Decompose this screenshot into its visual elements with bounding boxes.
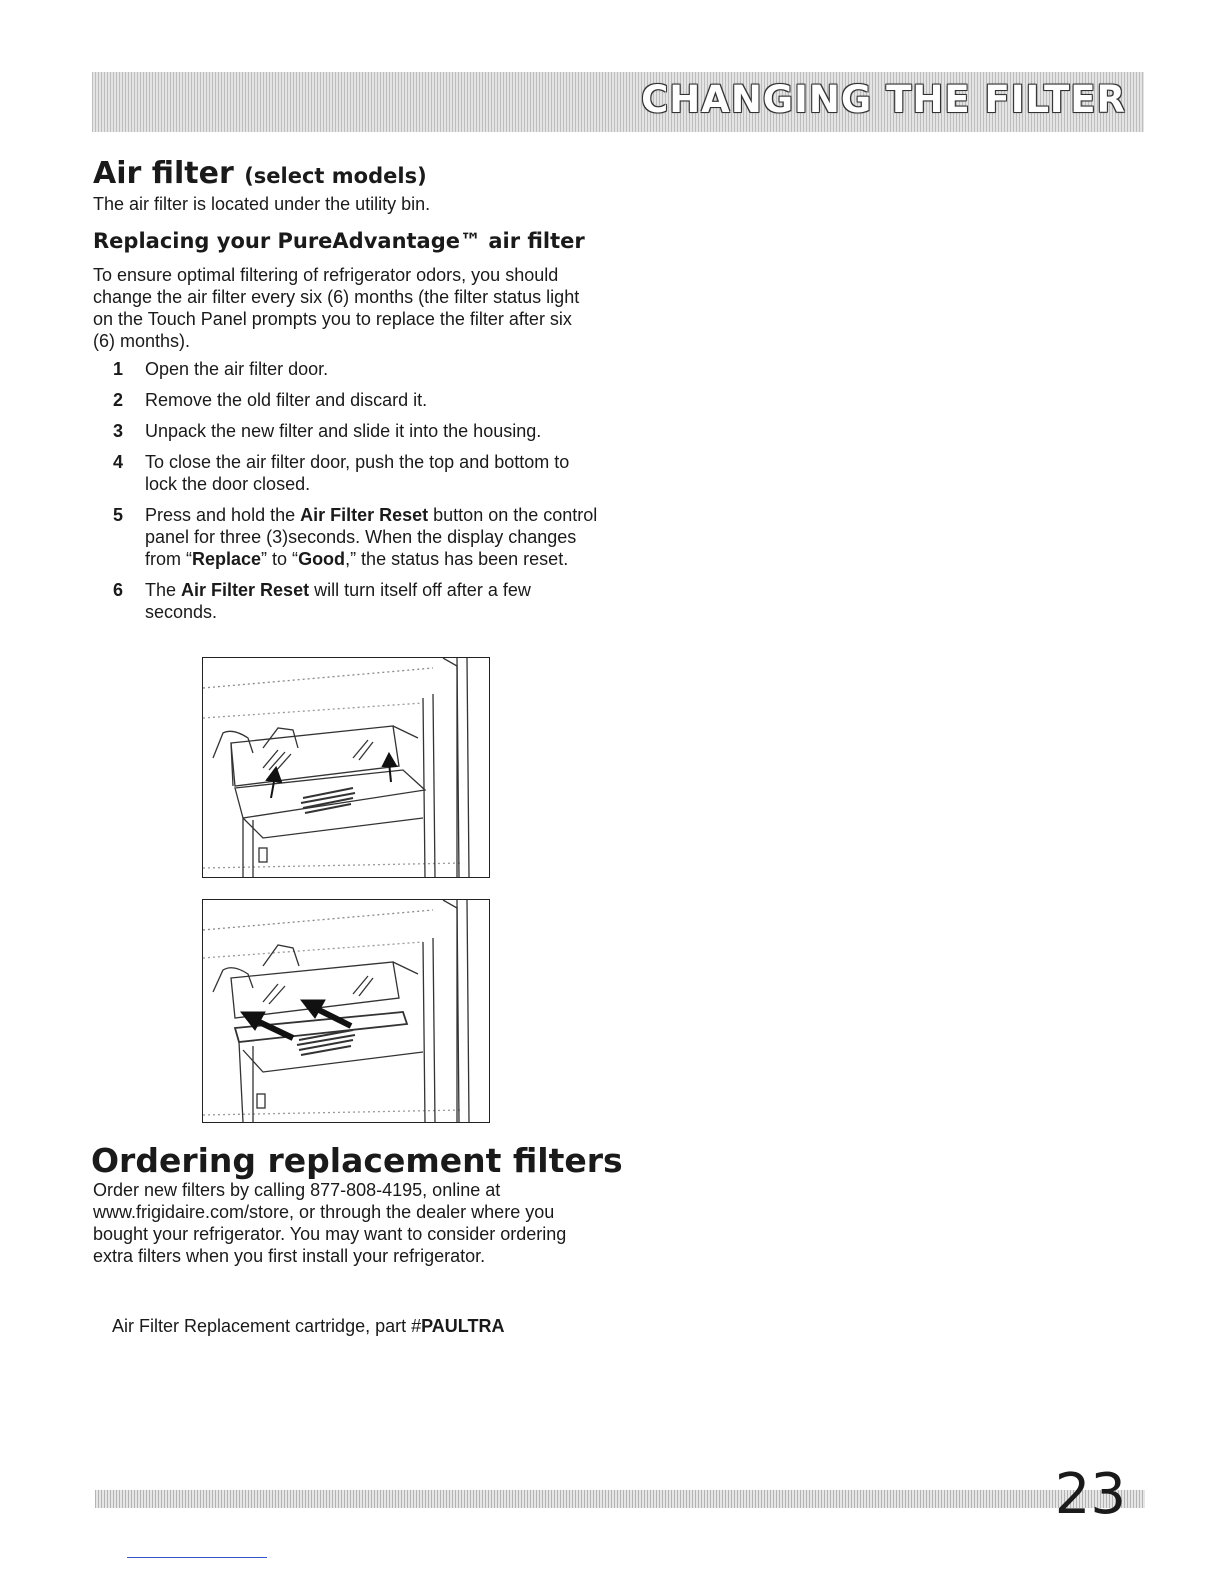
step-text: Unpack the new filter and slide it into the housing. (145, 421, 542, 441)
step-text-part: ” to “ (261, 549, 299, 569)
step-text-part: will turn itself off after a few seconds. (145, 580, 531, 622)
step-text: Open the air filter door. (145, 359, 329, 379)
air-filter-intro: The air filter is located under the utility bin. (93, 194, 431, 214)
step-text-part: button on the control panel for three (3)seconds. When the display changes from “ (145, 505, 598, 569)
page-number: 23 (1054, 1462, 1126, 1527)
step-number: 5 (113, 505, 124, 525)
step-item (113, 579, 613, 623)
part-label: Air Filter Replacement cartridge, part # (112, 1316, 422, 1336)
page-title: CHANGING THE FILTER (641, 78, 1126, 121)
step-text-part: ,” the status has been reset. (345, 549, 569, 569)
step-number: 2 (113, 390, 124, 410)
bottom-divider (127, 1557, 267, 1558)
air-filter-heading (93, 156, 427, 191)
header-band (92, 72, 1144, 132)
replace-label: Replace (192, 549, 262, 569)
step-text-part: Press and hold the (145, 505, 301, 525)
step-text (145, 579, 605, 623)
air-filter-reset-label: Air Filter Reset (300, 505, 429, 525)
step-text: To close the air filter door, push the top and bottom to lock the door closed. (145, 452, 570, 494)
filter-insert-drawing (203, 900, 489, 1122)
ordering-paragraph: Order new filters by calling 877-808-4195, online at www.frigidaire.com/store, or through the dealer where you bought your refrigerator. You may want to consider ordering extra filters when you first install your refrigerator. (93, 1180, 567, 1266)
filter-insert-illustration (202, 899, 490, 1123)
good-label: Good (298, 549, 346, 569)
step-number: 4 (113, 452, 124, 472)
step-number: 3 (113, 421, 124, 441)
air-filter-subtitle: (select models) (244, 164, 427, 188)
footer-band (95, 1490, 1145, 1508)
step-text (145, 504, 605, 570)
step-item (113, 451, 613, 495)
step-number: 6 (113, 580, 124, 600)
replacing-paragraph: To ensure optimal filtering of refrigerator odors, you should change the air filter every six (6) months (the filter status light on the Touch Panel prompts you to replace the filter after six (6) months). (93, 265, 580, 351)
step-item (113, 389, 613, 411)
air-filter-title: Air filter (93, 156, 234, 191)
part-number: PAULTRA (421, 1316, 505, 1336)
part-number-line (112, 1316, 504, 1337)
filter-door-open-drawing (203, 658, 489, 877)
step-item (113, 358, 613, 380)
step-number: 1 (113, 359, 124, 379)
step-item (113, 420, 613, 442)
step-item (113, 504, 613, 570)
ordering-heading: Ordering replacement filters (91, 1141, 623, 1180)
filter-door-open-illustration (202, 657, 490, 878)
air-filter-reset-label: Air Filter Reset (181, 580, 310, 600)
step-text-part: The (145, 580, 182, 600)
step-text: Remove the old filter and discard it. (145, 390, 428, 410)
steps-list (113, 358, 613, 632)
replacing-heading: Replacing your PureAdvantage™ air filter (93, 229, 585, 253)
